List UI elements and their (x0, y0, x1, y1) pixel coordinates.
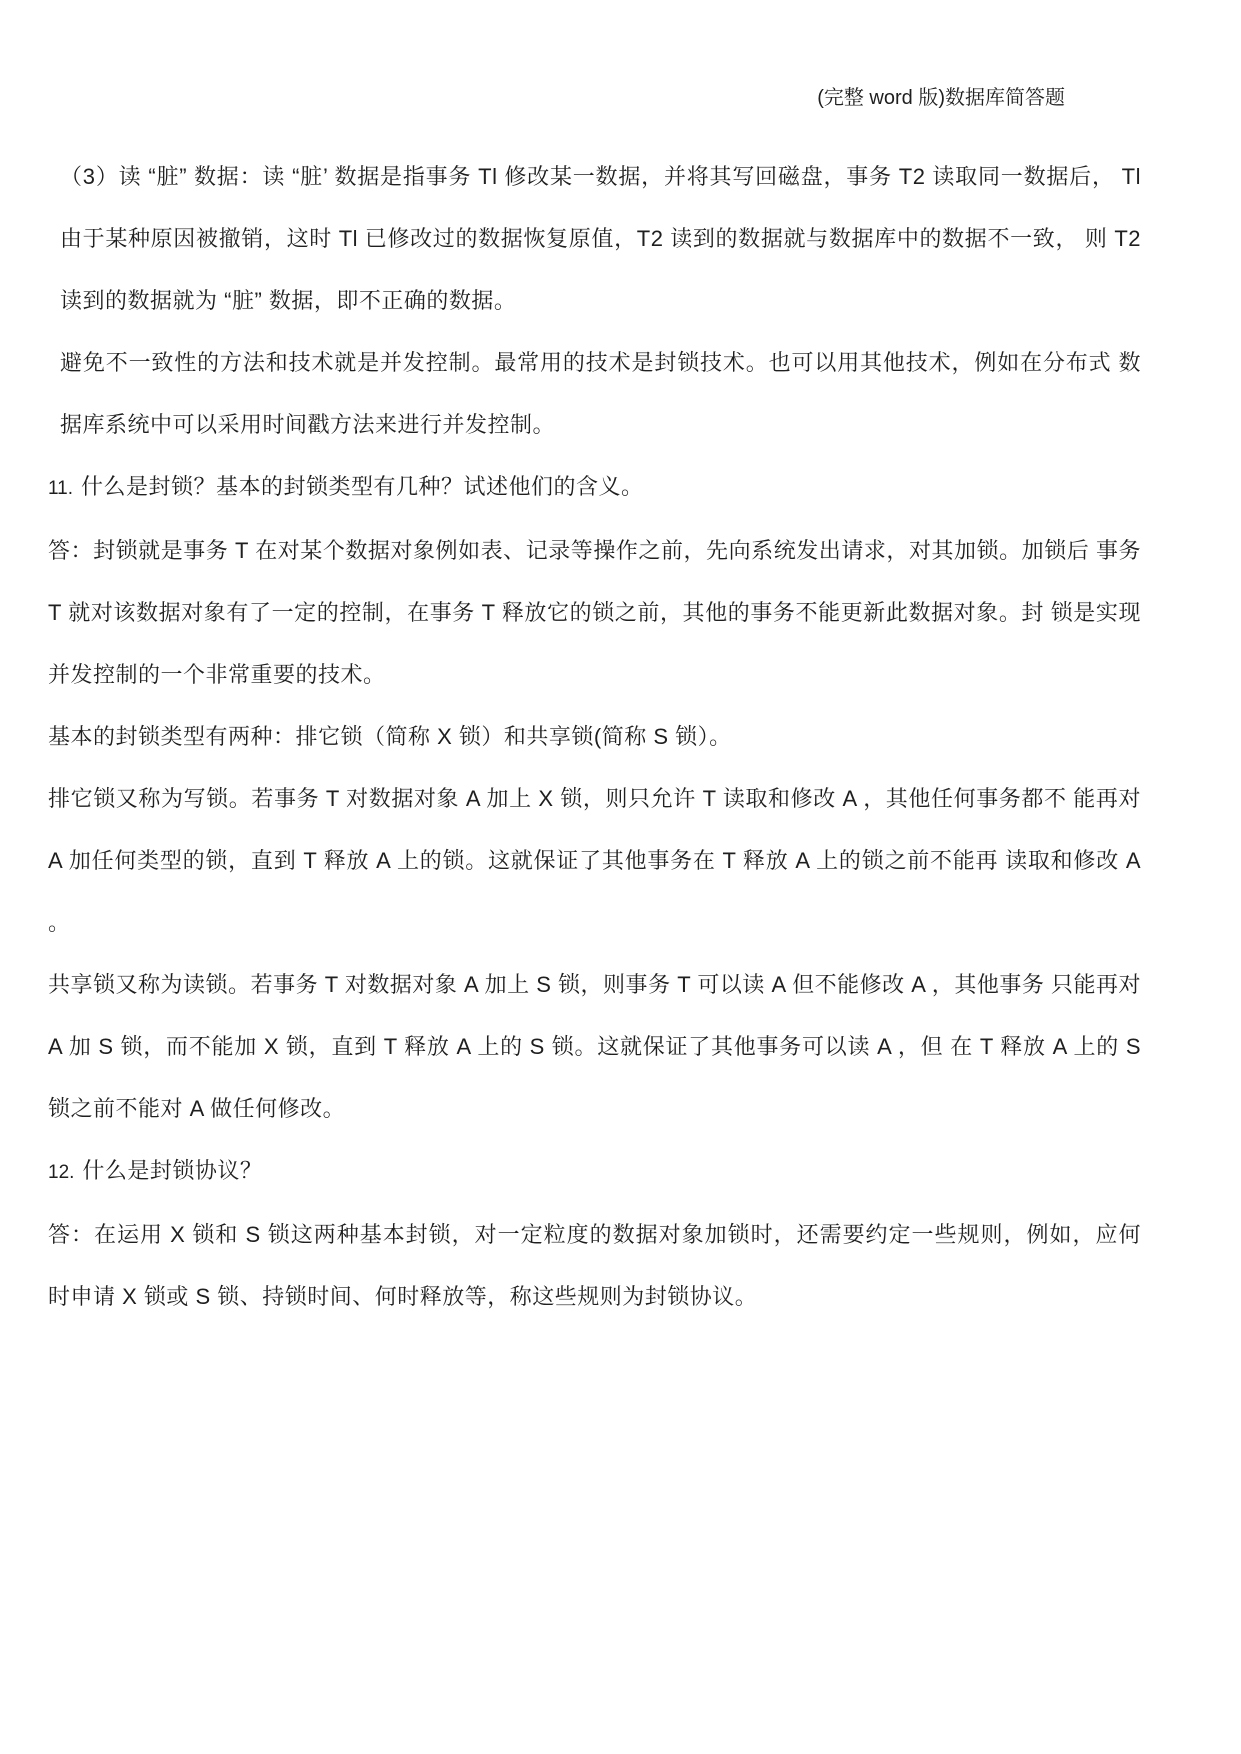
question-12-number: 12. (48, 1162, 75, 1183)
question-11-text: 什么是封锁？基本的封锁类型有几种？试述他们的含义。 (81, 474, 644, 499)
answer-11-paragraph-4: 共享锁又称为读锁。若事务 T 对数据对象 A 加上 S 锁，则事务 T 可以读 A 但不能修改 A ，其他事务 只能再对 A 加 S 锁，而不能加 X 锁，直到 T 释放 A 上的 S 锁。这就保证了其他事务可以读 A ，但 在 T 释放 A 上的 S 锁之前不能对 A 做任何修改。 (48, 972, 1141, 1121)
answer-12-paragraph: 答：在运用 X 锁和 S 锁这两种基本封锁，对一定粒度的数据对象加锁时，还需要约定一些规则，例如，应何 时申请 X 锁或 S 锁、持锁时间、何时释放等，称这些规则为封锁协议。 (48, 1222, 1141, 1309)
concurrency-control-paragraph: 避免不一致性的方法和技术就是并发控制。最常用的技术是封锁技术。也可以用其他技术，例如在分布式 数据库系统中可以采用时间戳方法来进行并发控制。 (60, 350, 1141, 437)
question-11 (48, 456, 1141, 520)
question-12 (48, 1140, 1141, 1204)
dirty-read-paragraph: （3）读 “脏” 数据：读 “脏’ 数据是指事务 Tl 修改某一数据，并将其写回磁盘，事务 T2 读取同一数据后， Tl 由于某种原因被撤销，这时 Tl 已修改过的数据恢复原值，T2 读到的数据就与数据库中的数据不一致， 则 T2 读到的数据就为 “脏” 数据，即不正确的数据。 (60, 164, 1141, 313)
answer-11-paragraph-2: 基本的封锁类型有两种：排它锁（简称 X 锁）和共享锁(简称 S 锁）。 (48, 724, 732, 749)
answer-11-paragraph-3: 排它锁又称为写锁。若事务 T 对数据对象 A 加上 X 锁，则只允许 T 读取和修改 A ，其他任何事务都不 能再对 A 加任何类型的锁，直到 T 释放 A 上的锁。这就保证了其他事务在 T 释放 A 上的锁之前不能再 读取和修改 A 。 (48, 786, 1141, 935)
answer-11-paragraph-1: 答：封锁就是事务 T 在对某个数据对象例如表、记录等操作之前，先向系统发出请求，对其加锁。加锁后 事务 T 就对该数据对象有了一定的控制，在事务 T 释放它的锁之前，其他的事务不能更新此数据对象。封 锁是实现并发控制的一个非常重要的技术。 (48, 538, 1141, 687)
document-header-title: (完整 word 版)数据库简答题 (817, 87, 1065, 109)
question-12-text: 什么是封锁协议？ (82, 1158, 263, 1183)
question-11-number: 11. (48, 478, 74, 499)
